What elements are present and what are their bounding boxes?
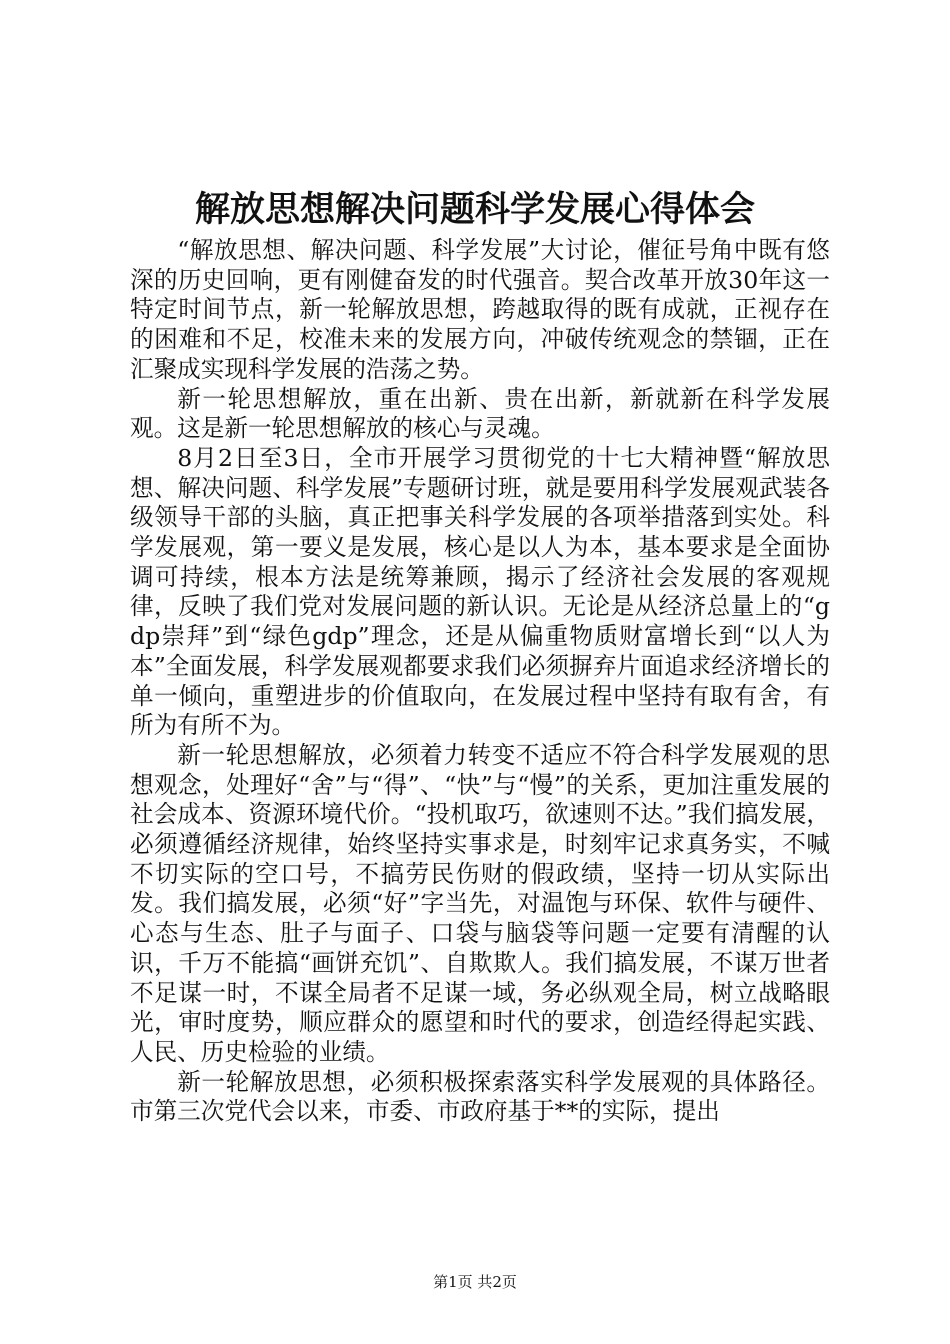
paragraph-4: 新一轮思想解放，必须着力转变不适应不符合科学发展观的思想观念，处理好“舍”与“得”、“快”与“慢”的关系，更加注重发展的社会成本、资源环境代价。“投机取巧，欲速则不达。”我们搞发展，必须遵循经济规律，始终坚持实事求是，时刻牢记求真务实，不喊不切实际的空口号，不搞劳民伤财的假政绩，坚持一切从实际出发。我们搞发展，必须“好”字当先，对温饱与环保、软件与硬件、心态与生态、肚子与面子、口袋与脑袋等问题一定要有清醒的认识，千万不能搞“画饼充饥”、自欺欺人。我们搞发展，不谋万世者不足谋一时，不谋全局者不足谋一域，务必纵观全局，树立战略眼光，审时度势，顺应群众的愿望和时代的要求，创造经得起实践、人民、历史检验的业绩。 <box>130 740 830 1066</box>
document-title: 解放思想解决问题科学发展心得体会 <box>194 189 755 230</box>
page-footer: 第1页 共2页 <box>433 1273 517 1291</box>
paragraph-5: 新一轮解放思想，必须积极探索落实科学发展观的具体路径。市第三次党代会以来，市委、市政府基于**的实际，提出 <box>130 1067 830 1126</box>
paragraph-1: “解放思想、解决问题、科学发展”大讨论，催征号角中既有悠深的历史回响，更有刚健奋发的时代强音。契合改革开放30年这一特定时间节点，新一轮解放思想，跨越取得的既有成就，正视存在的困难和不足，校准未来的发展方向，冲破传统观念的禁锢，正在汇聚成实现科学发展的浩荡之势。 <box>130 236 830 383</box>
document-body <box>130 236 830 1127</box>
paragraph-3: 8月2日至3日，全市开展学习贯彻党的十七大精神暨“解放思想、解决问题、科学发展”专题研讨班，就是要用科学发展观武装各级领导干部的头脑，真正把事关科学发展的各项举措落到实处。科学发展观，第一要义是发展，核心是以人为本，基本要求是全面协调可持续，根本方法是统筹兼顾，揭示了经济社会发展的客观规律，反映了我们党对发展问题的新认识。无论是从经济总量上的“gdp崇拜”到“绿色gdp”理念，还是从偏重物质财富增长到“以人为本”全面发展，科学发展观都要求我们必须摒弃片面追求经济增长的单一倾向，重塑进步的价值取向，在发展过程中坚持有取有舍，有所为有所不为。 <box>130 443 830 740</box>
paragraph-2: 新一轮思想解放，重在出新、贵在出新，新就新在科学发展观。这是新一轮思想解放的核心与灵魂。 <box>130 384 830 443</box>
